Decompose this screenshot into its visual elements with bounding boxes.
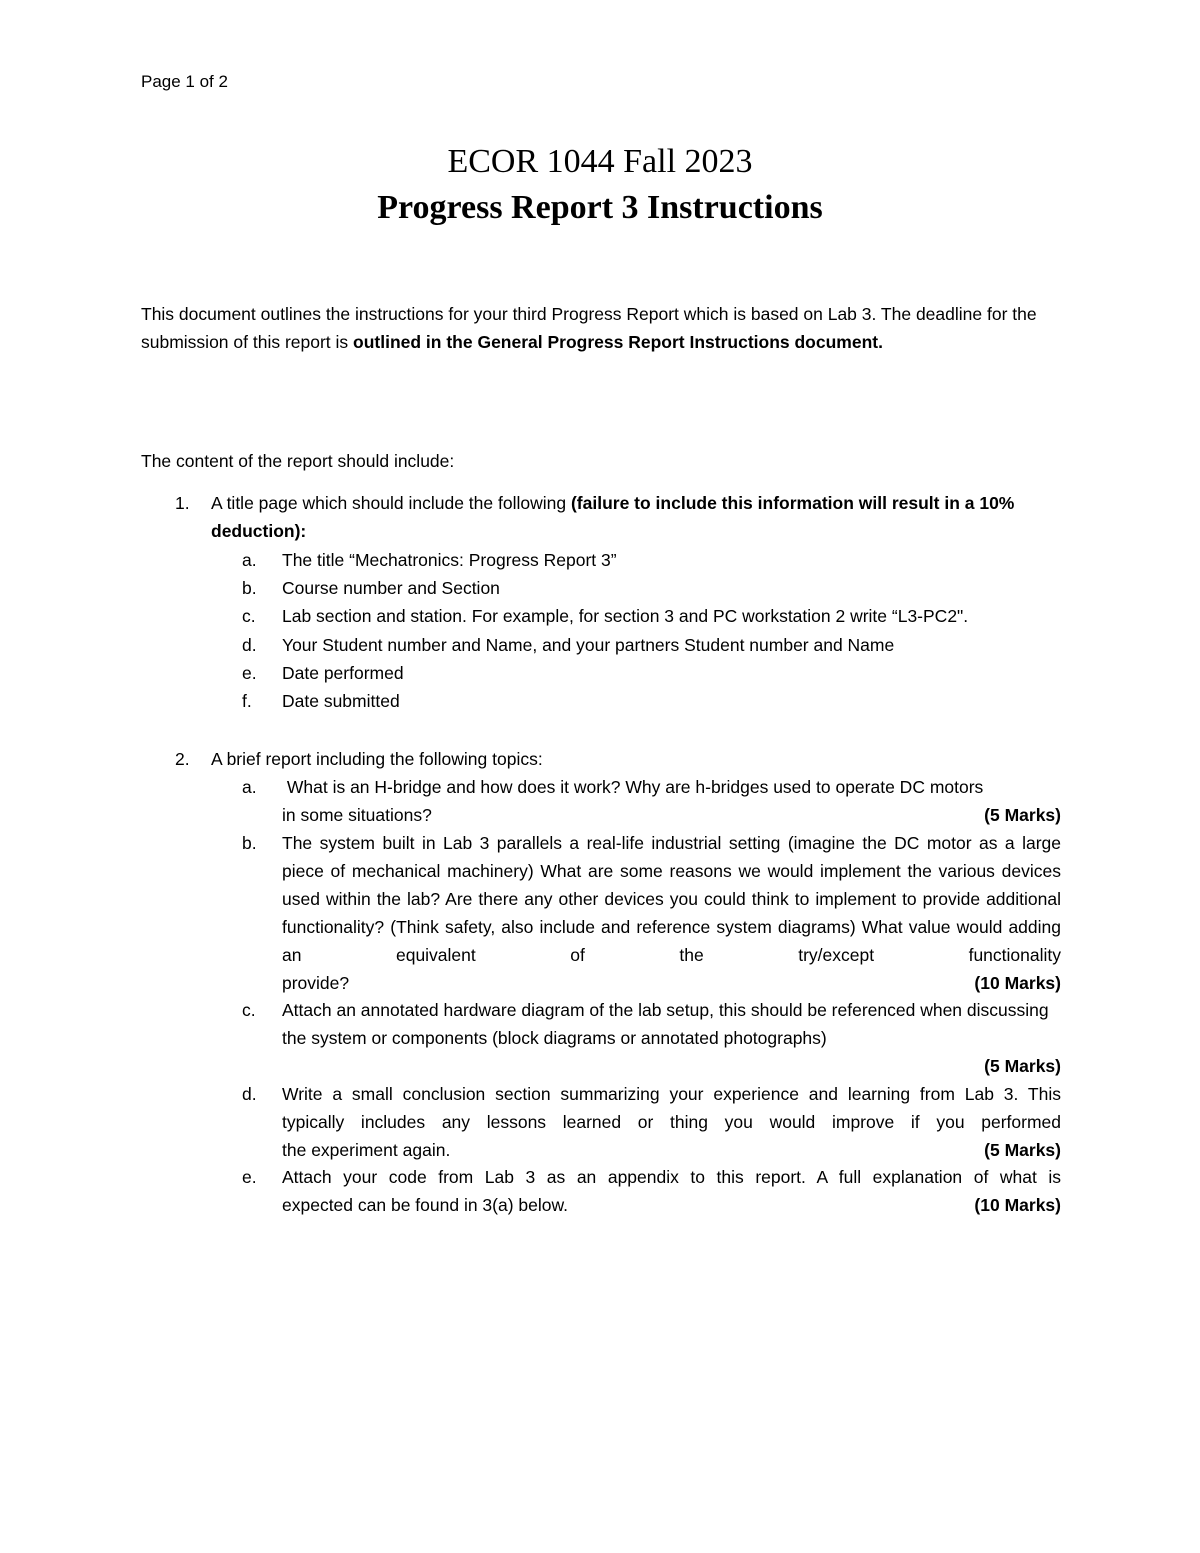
sub-text-line: [282, 801, 1061, 829]
sub-text-end: provide?: [282, 973, 350, 993]
sub-text-line: [282, 1136, 1061, 1164]
sub-paragraph: The system built in Lab 3 parallels a real-life industrial setting (imagine the DC motor as a large piece of mechanical machinery) What are some reasons we would implement the various devices used within the lab? Are there any other devices you could think to implement to provide additional functionality? (Think safety, also include and reference system diagrams) What value would adding an equivalent of the try/except functionality: [282, 833, 1061, 965]
marks-label: (5 Marks): [984, 805, 1061, 825]
sub-text: Date performed: [282, 663, 404, 683]
sub-text-line: [282, 1191, 1061, 1219]
sub-letter: e.: [242, 663, 257, 683]
sub-text: Date submitted: [282, 691, 400, 711]
sub-text: Lab section and station. For example, for section 3 and PC workstation 2 write “L3-PC2".: [282, 606, 969, 626]
sub-letter: c.: [242, 1000, 256, 1020]
sub-paragraph: Attach your code from Lab 3 as an appendix to this report. A full explanation of what is: [282, 1167, 1061, 1187]
sub-text-end: expected can be found in 3(a) below.: [282, 1195, 569, 1215]
document-subtitle: Progress Report 3 Instructions: [377, 189, 823, 226]
sub-letter: c.: [242, 606, 256, 626]
sub-letter: a.: [242, 550, 257, 570]
list-number: 1.: [175, 493, 190, 513]
sub-text: [282, 996, 1061, 1080]
intro-bold-text: outlined in the General Progress Report Instructions document.: [353, 332, 883, 352]
sub-text-line: [282, 969, 1061, 997]
sub-text-line: [282, 1052, 1061, 1080]
intro-paragraph: [141, 300, 1061, 356]
sub-text-line: What is an H-bridge and how does it work? Why are h-bridges used to operate DC motors: [282, 777, 984, 797]
sub-letter: b.: [242, 578, 257, 598]
item1-text: A title page which should include the following: [211, 493, 571, 513]
page-number: Page 1 of 2: [141, 72, 228, 91]
list-number: 2.: [175, 749, 190, 769]
sub-text-end: the experiment again.: [282, 1140, 451, 1160]
sub-letter: b.: [242, 833, 257, 853]
list-item-1: [141, 489, 1061, 719]
sub-text: The title “Mechatronics: Progress Report 3”: [282, 550, 617, 570]
list-item-text: [211, 489, 1061, 545]
sub-text: [282, 1080, 1061, 1164]
intro-text: This document outlines the instructions for your third Progress Report which is based on Lab 3. The deadline for the submission of this report is: [141, 304, 1037, 352]
sub-letter: e.: [242, 1167, 257, 1187]
sub-text: [282, 1163, 1061, 1219]
sub-letter: d.: [242, 635, 257, 655]
sub-text: Your Student number and Name, and your partners Student number and Name: [282, 635, 895, 655]
document-title: ECOR 1044 Fall 2023: [447, 143, 753, 180]
sub-text: Course number and Section: [282, 578, 500, 598]
list-item-text: A brief report including the following topics:: [211, 749, 543, 769]
marks-label: (10 Marks): [974, 1195, 1061, 1215]
sub-text: [282, 829, 1061, 997]
sub-letter: a.: [242, 777, 257, 797]
sub-paragraph: Write a small conclusion section summarizing your experience and learning from Lab 3. This typically includes any lessons learned or thing you would improve if you performed: [282, 1084, 1061, 1132]
sub-letter: f.: [242, 691, 252, 711]
item1-bold-text: (failure to include this information will result in a 10% deduction):: [211, 493, 1015, 541]
marks-label: (10 Marks): [974, 973, 1061, 993]
marks-label: (5 Marks): [984, 1056, 1061, 1076]
sub-paragraph: Attach an annotated hardware diagram of the lab setup, this should be referenced when discussing the system or components (block diagrams or annotated photographs): [282, 1000, 1049, 1048]
list-item-2: [141, 745, 1061, 1225]
sub-text-end: in some situations?: [282, 805, 432, 825]
sub-text: [282, 773, 1061, 829]
marks-label: (5 Marks): [984, 1140, 1061, 1160]
content-intro: The content of the report should include:: [141, 451, 455, 471]
sub-letter: d.: [242, 1084, 257, 1104]
